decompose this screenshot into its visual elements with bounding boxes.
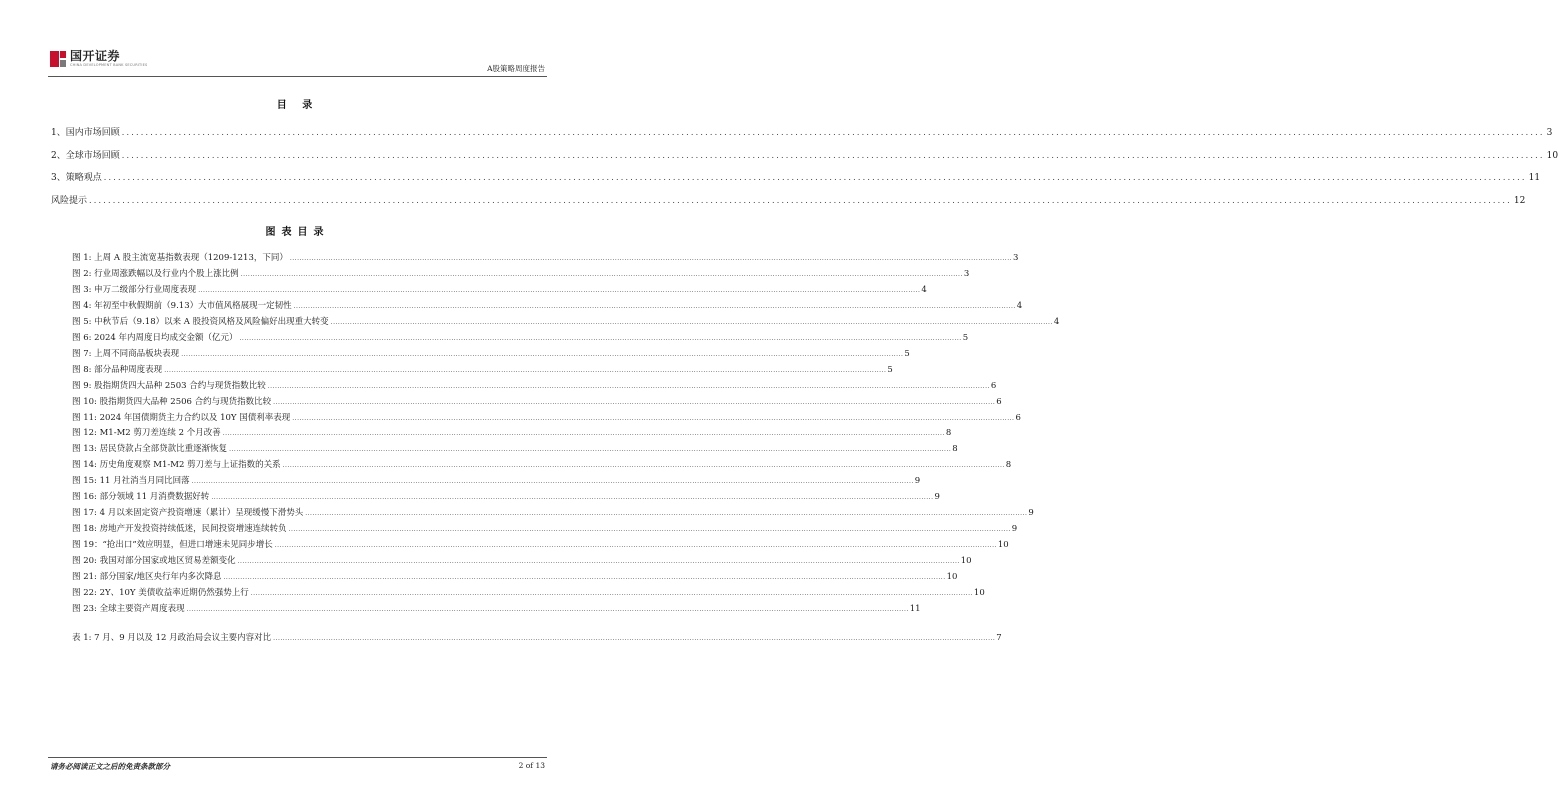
figure-item-label: 图 3: 申万二级部分行业周度表现 (72, 284, 197, 295)
dot-leader: ............................................................................................................................................................................................................................................................................................................ (273, 635, 996, 642)
header-divider (48, 76, 547, 77)
figure-item[interactable] (72, 443, 958, 455)
figure-item-page: 3 (1013, 253, 1019, 263)
dot-leader: ............................................................................................................................................................................................................................................................................................................ (223, 574, 946, 581)
figure-item[interactable] (72, 252, 1019, 264)
figure-item-page: 6 (996, 396, 1002, 407)
dot-leader: ............................................................................................................................................................................................................................................................................................................ (292, 414, 1015, 422)
figure-item-label: 图 17: 4 月以来固定资产投资增速（累计）呈现缓慢下滑势头 (72, 508, 304, 519)
figure-item-label: 图 18: 房地产开发投资持续低迷，民间投资增速连续转负 (72, 524, 287, 535)
figure-item-page: 5 (887, 364, 893, 375)
figure-item-label: 图 1: 上周 A 股主流宽基指数表现（1209-1213，下同） (72, 253, 288, 263)
dot-leader: ............................................................................................................................................................................................................................................................................................................ (250, 589, 973, 597)
figure-item-label: 图 7: 上周不同商品板块表现 (72, 348, 180, 359)
figure-item[interactable] (72, 491, 940, 503)
company-name: 国开证券 (70, 49, 121, 63)
dot-leader: ............................................................................................................................................................................................................................................................................................................ (288, 526, 1011, 534)
figure-item-label: 图 14: 历史角度观察 M1-M2 剪刀差与上证指数的关系 (72, 460, 281, 471)
figure-item-page: 6 (1015, 412, 1021, 423)
dot-leader: ............................................................................................................................................................................................................................................................................................................ (191, 478, 914, 486)
figure-item[interactable] (72, 603, 921, 615)
figure-item-label: 图 5: 中秋节后（9.18）以来 A 股投资风格及风险偏好出现重大转变 (72, 316, 329, 327)
figure-item[interactable] (72, 412, 1021, 424)
figure-item-page: 11 (909, 603, 921, 614)
dot-leader: ............................................................................................................................................................................................................................................................................................................ (121, 150, 1545, 160)
dot-leader: ............................................................................................................................................................................................................................................................................................................ (222, 430, 945, 438)
figure-item-label: 图 19：“抢出口”效应明显，但进口增速未见同步增长 (72, 540, 273, 551)
figure-item-label: 图 2: 行业周涨跌幅以及行业内个股上涨比例 (72, 268, 239, 279)
figure-item-page: 9 (1028, 508, 1034, 519)
figure-item[interactable] (72, 459, 1012, 471)
dot-leader: ............................................................................................................................................................................................................................................................................................................ (229, 446, 952, 454)
figure-item-label: 图 16: 部分领域 11 月消费数据好转 (72, 492, 210, 503)
figure-item-page: 8 (945, 428, 952, 439)
figure-item-page: 10 (997, 540, 1009, 551)
figure-item[interactable] (72, 380, 997, 392)
figure-item[interactable] (72, 268, 970, 280)
figure-item-label: 图 13: 居民贷款占全部贷款比重逐渐恢复 (72, 444, 228, 455)
company-logo (50, 50, 147, 68)
figure-item-label: 图 12: M1-M2 剪刀差连续 2 个月改善 (72, 428, 221, 439)
figure-item-page: 4 (1053, 316, 1060, 327)
figure-item-label: 图 21: 部分国家/地区央行年内多次降息 (72, 572, 222, 582)
company-name-en: CHINA DEVELOPMENT BANK SECURITIES (70, 63, 148, 67)
dot-leader: ............................................................................................................................................................................................................................................................................................................ (289, 255, 1013, 262)
logo-icon (50, 51, 66, 67)
figure-item-label: 图 11: 2024 年国债期货主力合约以及 10Y 国债利率表现 (72, 412, 291, 423)
figure-item-page: 4 (1016, 300, 1023, 311)
dot-leader: ............................................................................................................................................................................................................................................................................................................ (89, 195, 1512, 205)
figure-item[interactable] (72, 587, 985, 599)
figure-item[interactable] (72, 332, 969, 344)
dot-leader: ............................................................................................................................................................................................................................................................................................................ (330, 318, 1053, 326)
figure-item-page: 10 (946, 572, 958, 582)
figure-item[interactable] (72, 475, 921, 487)
dot-leader: ............................................................................................................................................................................................................................................................................................................ (103, 173, 1527, 182)
figure-item-page: 9 (934, 492, 940, 503)
toc-item-page: 11 (1528, 173, 1541, 183)
figure-item-label: 图 15: 11 月社消当月同比回落 (72, 476, 190, 487)
dot-leader: ............................................................................................................................................................................................................................................................................................................ (293, 302, 1016, 310)
figure-item-label: 图 23: 全球主要资产周度表现 (72, 603, 185, 614)
figure-item[interactable] (72, 300, 1023, 312)
dot-leader: ............................................................................................................................................................................................................................................................................................................ (305, 510, 1028, 518)
figure-item[interactable] (72, 523, 1018, 535)
figure-item-label: 图 6: 2024 年内周度日均成交金额（亿元） (72, 332, 238, 343)
toc-item-label: 1、国内市场回顾 (51, 128, 120, 138)
page-number: 2 of 13 (518, 761, 545, 770)
dot-leader: ............................................................................................................................................................................................................................................................................................................ (240, 270, 963, 278)
figure-item[interactable] (72, 539, 1009, 551)
dot-leader: ............................................................................................................................................................................................................................................................................................................ (282, 462, 1005, 470)
figure-item-page: 8 (1005, 460, 1012, 471)
toc-item[interactable] (51, 149, 1558, 162)
figure-item[interactable] (72, 427, 952, 439)
figure-item-label: 图 22: 2Y、10Y 美债收益率近期仍然强势上行 (72, 587, 249, 598)
figure-item-page: 3 (963, 268, 970, 279)
dot-leader: ............................................................................................................................................................................................................................................................................................................ (181, 350, 904, 358)
figure-item-page: 9 (914, 476, 921, 487)
figure-item[interactable] (72, 571, 958, 583)
figure-item[interactable] (72, 364, 893, 376)
figure-item-page: 5 (962, 332, 969, 343)
dot-leader: ............................................................................................................................................................................................................................................................................................................ (239, 334, 962, 342)
table-item-label: 表 1: 7 月、9 月以及 12 月政治局会议主要内容对比 (72, 633, 272, 643)
dot-leader: ............................................................................................................................................................................................................................................................................................................ (121, 128, 1545, 137)
dot-leader: ............................................................................................................................................................................................................................................................................................................ (237, 558, 960, 566)
toc-title: 目 录 (276, 100, 319, 111)
disclaimer: 请务必阅读正文之后的免责条款部分 (50, 762, 170, 771)
dot-leader: ............................................................................................................................................................................................................................................................................................................ (273, 398, 996, 406)
toc-item[interactable] (51, 194, 1526, 207)
dot-leader: ............................................................................................................................................................................................................................................................................................................ (211, 494, 934, 502)
figure-item-label: 图 9: 股指期货四大品种 2503 合约与现货指数比较 (72, 380, 266, 391)
figure-item-page: 10 (960, 556, 972, 567)
dot-leader: ............................................................................................................................................................................................................................................................................................................ (186, 605, 909, 613)
figure-item-page: 4 (921, 284, 927, 295)
toc-item-label: 3、策略观点 (51, 173, 102, 183)
toc-item[interactable] (51, 126, 1553, 139)
figure-item-label: 图 10: 股指期货四大品种 2506 合约与现货指数比较 (72, 396, 272, 407)
footer-divider (48, 757, 547, 758)
dot-leader: ............................................................................................................................................................................................................................................................................................................ (164, 366, 887, 374)
figure-item-page: 6 (990, 380, 997, 391)
report-type: A股策略周度报告 (487, 64, 545, 73)
toc-item-label: 2、全球市场回顾 (51, 150, 120, 161)
figure-item-label: 图 8: 部分品种周度表现 (72, 364, 163, 375)
table-item[interactable] (72, 632, 1002, 644)
toc-item-label: 风险提示 (51, 195, 88, 206)
page-header (48, 48, 547, 74)
table-item-page: 7 (996, 633, 1002, 643)
figure-item[interactable] (72, 396, 1002, 408)
figure-item-page: 8 (952, 444, 958, 455)
figure-item-page: 10 (973, 587, 985, 598)
figure-item[interactable] (72, 555, 972, 567)
dot-leader: ............................................................................................................................................................................................................................................................................................................ (267, 382, 990, 390)
figure-item[interactable] (72, 316, 1060, 328)
dot-leader: ............................................................................................................................................................................................................................................................................................................ (274, 542, 997, 550)
toc-item-page: 3 (1546, 128, 1553, 138)
dot-leader: ............................................................................................................................................................................................................................................................................................................ (198, 286, 921, 294)
figure-item-page: 5 (904, 348, 910, 359)
toc-item-page: 12 (1513, 195, 1526, 206)
figures-title: 图表目录 (265, 227, 330, 238)
figure-item[interactable] (72, 348, 910, 360)
figure-item-label: 图 20: 我国对部分国家或地区贸易差额变化 (72, 556, 236, 567)
figure-item-label: 图 4: 年初至中秋假期前（9.13）大市值风格展现一定韧性 (72, 300, 292, 311)
figure-item[interactable] (72, 284, 927, 296)
figure-item[interactable] (72, 507, 1034, 519)
toc-item[interactable] (51, 171, 1541, 184)
toc-item-page: 10 (1546, 150, 1558, 161)
figure-item-page: 9 (1011, 524, 1018, 535)
